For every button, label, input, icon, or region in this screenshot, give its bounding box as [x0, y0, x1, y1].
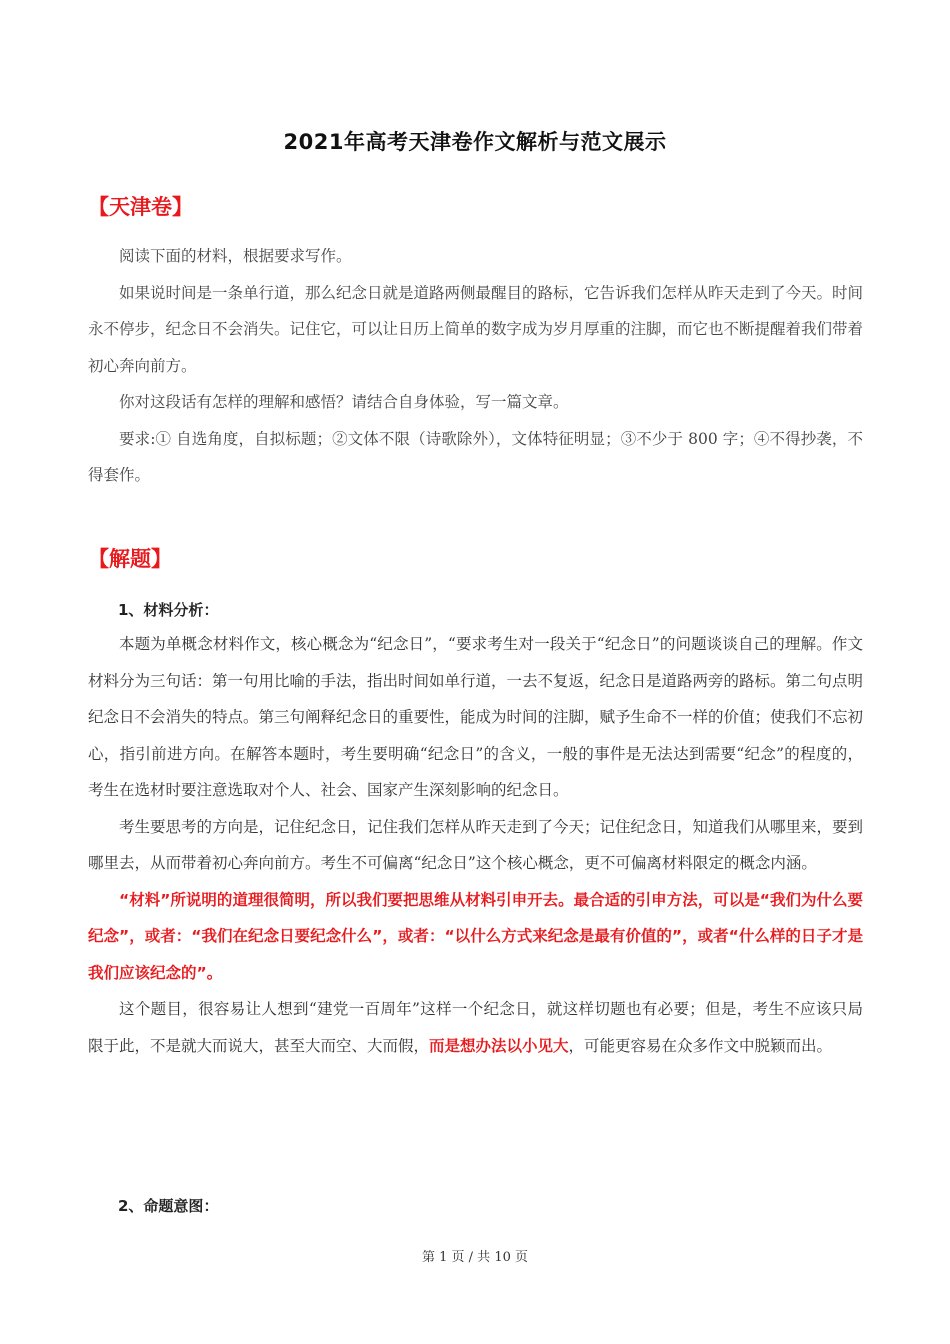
analysis-paragraph [88, 991, 863, 1064]
prompt-paragraph: 要求:① 自选角度，自拟标题；②文体不限（诗歌除外），文体特征明显；③不少于 800 字；④不得抄袭，不得套作。 [88, 429, 863, 484]
prompt-paragraph: 阅读下面的材料，根据要求写作。 [119, 247, 352, 265]
subheading-material-analysis: 1、材料分析： [118, 601, 219, 619]
analysis-paragraph: 本题为单概念材料作文，核心概念为“纪念日”，“要求考生对一段关于“纪念日”的问题谈谈自己的理解。作文材料分为三句话：第一句用比喻的手法，指出时间如单行道，一去不复返，纪念日是道路两旁的路标。第二句点明纪念日不会消失的特点。第三句阐释纪念日的重要性，能成为时间的注脚，赋予生命不一样的价值；使我们不忘初心，指引前进方向。在解答本题时，考生要明确“纪念日”的含义，一般的事件是无法达到需要“纪念”的程度的，考生在选材时要注意选取对个人、社会、国家产生深刻影响的纪念日。 [88, 635, 864, 799]
subheading-intent: 2、命题意图： [118, 1197, 219, 1215]
prompt-paragraph: 如果说时间是一条单行道，那么纪念日就是道路两侧最醒目的路标，它告诉我们怎样从昨天走到了今天。时间永不停步，纪念日不会消失。记住它，可以让日历上简单的数字成为岁月厚重的注脚，而它也不断提醒着我们带着初心奔向前方。 [88, 283, 864, 375]
highlight-phrase: 而是想办法以小见大 [429, 1036, 569, 1055]
page-footer: 第 1 页 / 共 10 页 [422, 1250, 528, 1265]
section-heading-tianjin: 【天津卷】 [88, 195, 193, 219]
paragraph-text: ，可能更容易在众多作文中脱颖而出。 [568, 1036, 833, 1055]
analysis-block [88, 626, 863, 1064]
prompt-paragraph: 你对这段话有怎样的理解和感悟？请结合自身体验，写一篇文章。 [119, 393, 569, 411]
page-title: 2021年高考天津卷作文解析与范文展示 [283, 130, 667, 154]
analysis-paragraph: 考生要思考的方向是，记住纪念日，记住我们怎样从昨天走到了今天；记住纪念日，知道我们从哪里来，要到哪里去，从而带着初心奔向前方。考生不可偏离“纪念日”这个核心概念，更不可偏离材料限定的概念内涵。 [88, 817, 864, 872]
paragraph-text: 这个题目，很容易让人想到“建党一百周年”这样一个纪念日，就这样切题也有必要；但是，考生不应该只局限于此，不是就大而说大，甚至大而空、大而假， [88, 1000, 863, 1055]
prompt-block [88, 238, 863, 494]
highlight-paragraph: “材料”所说明的道理很简明，所以我们要把思维从材料引申开去。最合适的引申方法，可以是“我们为什么要纪念”，或者：“我们在纪念日要纪念什么”，或者：“以什么方式来纪念是最有价值的”，或者“什么样的日子才是我们应该纪念的”。 [88, 890, 863, 982]
section-heading-analysis: 【解题】 [88, 547, 172, 571]
